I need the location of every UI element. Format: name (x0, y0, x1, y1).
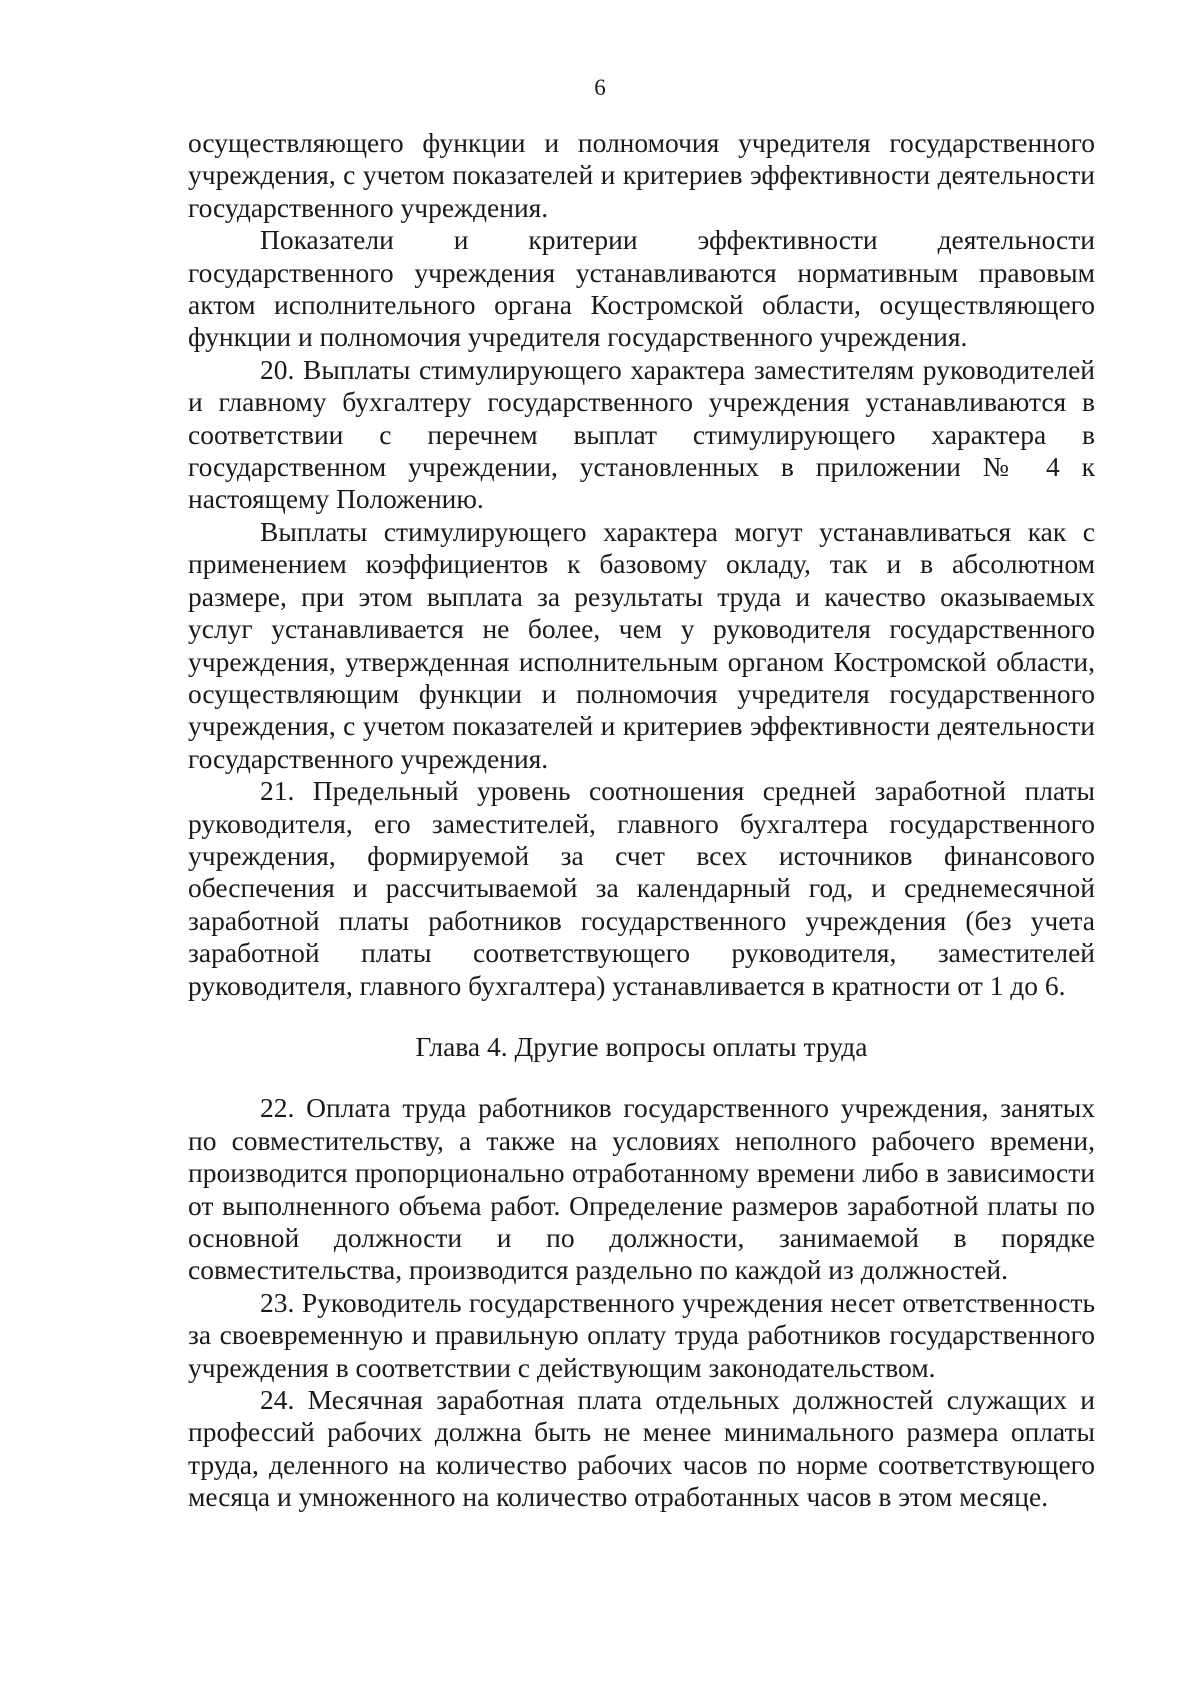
paragraph: Выплаты стимулирующего характера могут устанавливаться как с применением коэффициентов к базовому окладу, так и в абсолютном размере, при этом выплата за результаты труда и качество оказываемых услуг устанавливается не более, чем у руководителя государственного учреждения, утвержденная исполнительным органом Костромской области, осуществляющим функции и полномочия учредителя государственного учреждения, с учетом показателей и критериев эффективности деятельности государственного учреждения. (188, 515, 1095, 774)
chapter-heading: Глава 4. Другие вопросы оплаты труда (415, 1030, 868, 1062)
paragraph-item-23: 23. Руководитель государственного учреждения несет ответственность за своевременную и правильную оплату труда работников государственного учреждения в соответствии с действующим законодательством. (188, 1286, 1095, 1383)
paragraph: Показатели и критерии эффективности деятельности государственного учреждения устанавливаются нормативным правовым актом исполнительного органа Костромской области, осуществляющего функции и полномочия учредителя государственного учреждения. (188, 224, 1095, 353)
paragraph-item-22: 22. Оплата труда работников государственного учреждения, занятых по совместительству, а также на условиях неполного рабочего времени, производится пропорционально отработанному времени либо в зависимости от выполненного объема работ. Определение размеров заработной платы по основной должности и по должности, занимаемой в порядке совместительства, производится раздельно по каждой из должностей. (188, 1092, 1095, 1286)
paragraph-item-21: 21. Предельный уровень соотношения средней заработной платы руководителя, его заместителей, главного бухгалтера государственного учреждения, формируемой за счет всех источников финансового обеспечения и рассчитываемой за календарный год, и среднемесячной заработной платы работников государственного учреждения (без учета заработной платы соответствующего руководителя, заместителей руководителя, главного бухгалтера) устанавливается в кратности от 1 до 6. (188, 775, 1095, 1001)
paragraph-item-20: 20. Выплаты стимулирующего характера заместителям руководителей и главному бухгалтеру государственного учреждения устанавливаются в соответствии с перечнем выплат стимулирующего характера в государственном учреждении, установленных в приложении № 4 к настоящему Положению. (188, 353, 1095, 515)
page-number: 6 (594, 75, 606, 100)
paragraph-continuation: осуществляющего функции и полномочия учредителя государственного учреждения, с учетом показателей и критериев эффективности деятельности государственного учреждения. (188, 127, 1095, 223)
paragraph-item-24: 24. Месячная заработная плата отдельных должностей служащих и профессий рабочих должна быть не менее минимального размера оплаты труда, деленного на количество рабочих часов по норме соответствующего месяца и умноженного на количество отработанных часов в этом месяце. (188, 1384, 1095, 1513)
document-body (188, 127, 1095, 1514)
